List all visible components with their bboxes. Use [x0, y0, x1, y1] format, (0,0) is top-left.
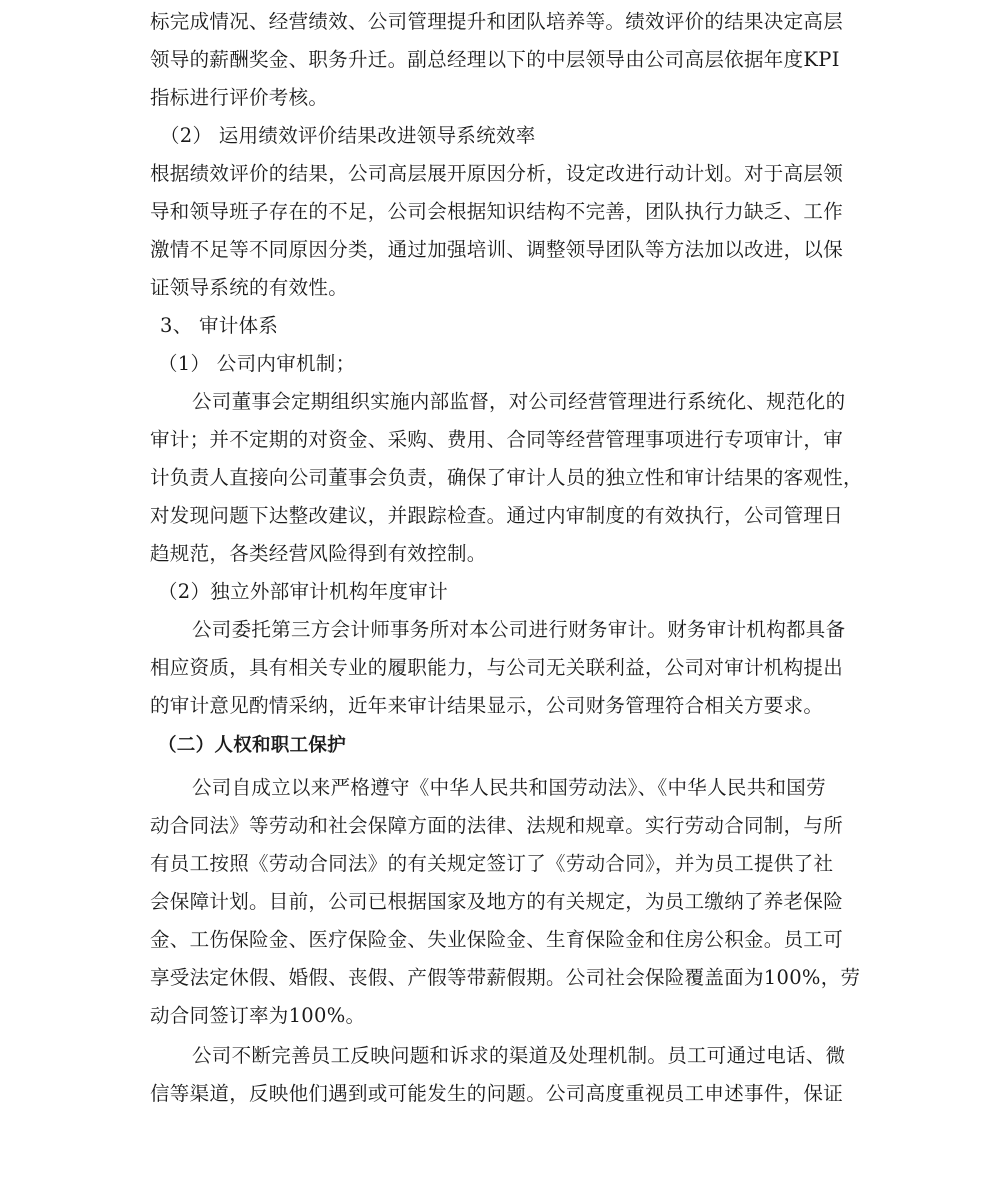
body-text-line: 计负责人直接向公司董事会负责，确保了审计人员的独立性和审计结果的客观性， — [150, 466, 863, 489]
body-text-line: 的审计意见酌情采纳，近年来审计结果显示，公司财务管理符合相关方要求。 — [150, 694, 824, 717]
subsection-heading: （1） 公司内审机制； — [158, 352, 356, 375]
body-text-line: 审计；并不定期的对资金、采购、费用、合同等经营管理事项进行专项审计，审 — [150, 428, 844, 451]
body-text-line: 相应资质，具有相关专业的履职能力，与公司无关联利益，公司对审计机构提出 — [150, 656, 844, 679]
body-text-line: 金、工伤保险金、医疗保险金、失业保险金、生育保险金和住房公积金。员工可 — [150, 928, 844, 951]
body-text-line: 指标进行评价考核。 — [150, 86, 329, 109]
body-text-line: 有员工按照《劳动合同法》的有关规定签订了《劳动合同》，并为员工提供了社 — [150, 852, 834, 875]
subsection-heading: （2） 运用绩效评价结果改进领导系统效率 — [160, 124, 536, 147]
body-text-line: 信等渠道，反映他们遇到或可能发生的问题。公司高度重视员工申述事件，保证 — [150, 1082, 844, 1105]
body-text-line: 对发现问题下达整改建议，并跟踪检查。通过内审制度的有效执行，公司管理日 — [150, 504, 844, 527]
body-text-line: 领导的薪酬奖金、职务升迁。副总经理以下的中层领导由公司高层依据年度KPI — [150, 48, 840, 71]
body-text-line: 会保障计划。目前，公司已根据国家及地方的有关规定，为员工缴纳了养老保险 — [150, 890, 844, 913]
body-text-line: 公司委托第三方会计师事务所对本公司进行财务审计。财务审计机构都具备 — [192, 618, 846, 641]
body-text-line: 公司董事会定期组织实施内部监督，对公司经营管理进行系统化、规范化的 — [192, 390, 846, 413]
body-text-line: 趋规范，各类经营风险得到有效控制。 — [150, 542, 487, 565]
body-text-line: 激情不足等不同原因分类，通过加强培训、调整领导团队等方法加以改进，以保 — [150, 238, 844, 261]
chapter-heading: （二）人权和职工保护 — [158, 735, 347, 756]
body-text-line: 根据绩效评价的结果，公司高层展开原因分析，设定改进行动计划。对于高层领 — [150, 162, 844, 185]
body-text-line: 导和领导班子存在的不足，公司会根据知识结构不完善，团队执行力缺乏、工作 — [150, 200, 844, 223]
body-text-line: 标完成情况、经营绩效、公司管理提升和团队培养等。绩效评价的结果决定高层 — [150, 10, 844, 33]
body-text-line: 公司自成立以来严格遵守《中华人民共和国劳动法》、《中华人民共和国劳 — [192, 776, 826, 799]
body-text-line: 享受法定休假、婚假、丧假、产假等带薪假期。公司社会保险覆盖面为100%，劳 — [150, 966, 861, 989]
subsection-heading: （2）独立外部审计机构年度审计 — [158, 580, 448, 603]
body-text-line: 动合同法》等劳动和社会保障方面的法律、法规和规章。实行劳动合同制，与所 — [150, 814, 844, 837]
body-text-line: 公司不断完善员工反映问题和诉求的渠道及处理机制。员工可通过电话、微 — [192, 1044, 846, 1067]
section-heading: 3、 审计体系 — [160, 314, 279, 337]
body-text-line: 动合同签订率为100%。 — [150, 1004, 366, 1027]
body-text-line: 证领导系统的有效性。 — [150, 276, 349, 299]
